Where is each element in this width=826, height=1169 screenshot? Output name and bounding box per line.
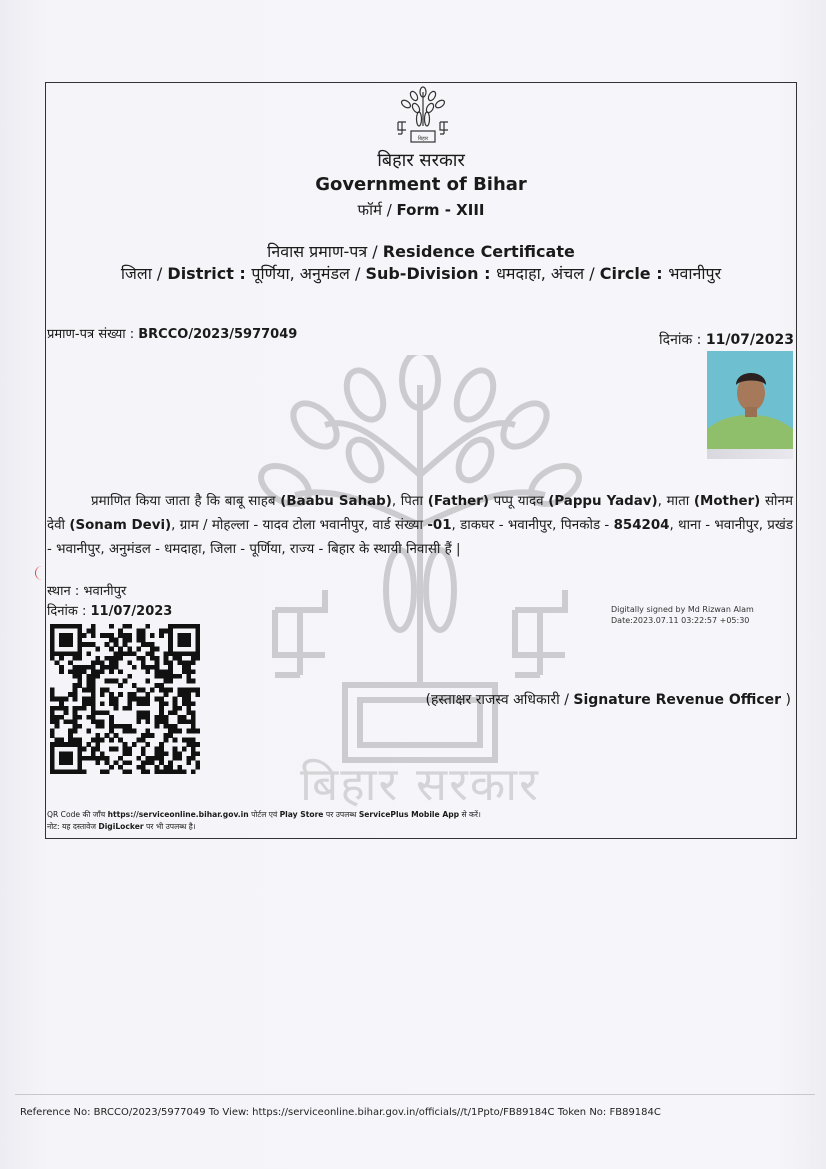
- form-number: फॉर्म / Form - XIII: [357, 201, 485, 219]
- pen-mark: [35, 566, 44, 580]
- photo-signature-strip: [707, 449, 793, 459]
- reference-line[interactable]: Reference No: BRCCO/2023/5977049 To View: https://serviceonline.bihar.gov.in/officials//t/1Ppto/FB89184C Token No: FB89184C: [20, 1107, 661, 1118]
- digilocker-note: नोट: यह दस्तावेज DigiLocker पर भी उपलब्ध है।: [47, 822, 196, 831]
- jurisdiction-line: जिला / District : पूर्णिया, अनुमंडल / Sub-Division : धमदाहा, अंचल / Circle : भवानीपुर: [120, 264, 722, 283]
- certificate-number: प्रमाण-पत्र संख्या : BRCCO/2023/5977049: [47, 327, 298, 342]
- digital-signature-date: Date:2023.07.11 03:22:57 +05:30: [611, 616, 750, 625]
- digital-signature: [611, 604, 754, 626]
- certificate-type: निवास प्रमाण-पत्र / Residence Certificate: [267, 242, 575, 261]
- bihar-emblem-icon: [392, 86, 454, 146]
- footer-divider: [15, 1094, 815, 1095]
- title-hindi: बिहार सरकार: [377, 150, 465, 171]
- emblem-caption: बिहार: [417, 136, 429, 142]
- qr-verify-link[interactable]: https://serviceonline.bihar.gov.in: [107, 810, 249, 819]
- applicant-photo: [707, 351, 793, 449]
- issue-date: दिनांक : 11/07/2023: [659, 332, 794, 348]
- bihar-emblem-watermark: [255, 355, 585, 810]
- digital-signature-signer: Digitally signed by Md Rizwan Alam: [611, 605, 754, 614]
- title-english: Government of Bihar: [315, 174, 527, 195]
- watermark-text: बिहार सरकार: [300, 757, 540, 811]
- place: स्थान : भवानीपुर: [47, 584, 127, 599]
- place-date: दिनांक : 11/07/2023: [47, 604, 173, 619]
- signature-label: (हस्ताक्षर राजस्व अधिकारी / Signature Revenue Officer ): [425, 692, 791, 708]
- qr-verification-note: QR Code की जाँच https://serviceonline.bihar.gov.in पोर्टल एवं Play Store पर उपलब्ध ServicePlus Mobile App से करें।: [47, 810, 481, 819]
- qr-code[interactable]: [50, 624, 200, 774]
- certificate-statement: प्रमाणित किया जाता है कि बाबू साहब (Baabu Sahab), पिता (Father) पप्पू यादव (Pappu Yadav), माता (Mother) सोनम देवी (Sonam Devi), ग्राम / मोहल्ला - यादव टोला भवानीपुर, वार्ड संख्या -01, डाकघर - भवानीपुर, पिनकोड - 854204, थाना - भवानीपुर, प्रखंड - भवानीपुर, अनुमंडल - धमदाहा, जिला - पूर्णिया, राज्य - बिहार के स्थायी निवासी हैं |: [47, 494, 793, 557]
